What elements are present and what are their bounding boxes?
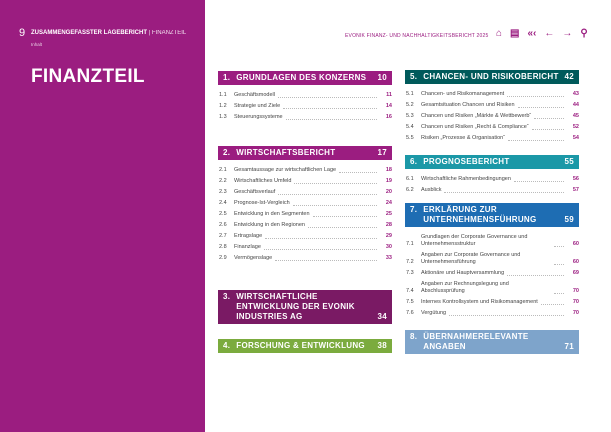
dot-leader	[339, 172, 377, 173]
item-page: 28	[385, 222, 392, 228]
item-number: 7.5	[406, 299, 414, 305]
toc-item[interactable]	[218, 233, 392, 240]
item-number: 2.9	[219, 255, 227, 261]
item-number: 2.3	[219, 189, 227, 195]
item-number: 6.1	[406, 176, 414, 182]
item-page: 70	[572, 310, 579, 316]
section-number: 7.	[410, 205, 418, 214]
section-page: 10	[377, 73, 387, 82]
dot-leader	[534, 118, 564, 119]
item-label: Geschäftsmodell	[234, 92, 275, 98]
dot-leader	[532, 129, 564, 130]
toc-section	[405, 70, 579, 142]
section-title: CHANCEN- UND RISIKOBERICHT	[423, 72, 559, 81]
item-label: Chancen und Risiken „Märkte & Wettbewerb“	[421, 113, 532, 119]
item-label: Gesamtaussage zur wirtschaftlichen Lage	[234, 167, 337, 173]
item-label: Angaben zur Corporate Governance und Unternehmensführung	[421, 252, 521, 265]
section-header[interactable]	[218, 339, 392, 353]
item-number: 6.2	[406, 187, 414, 193]
item-page: 70	[572, 288, 579, 294]
dot-leader	[508, 140, 564, 141]
item-page: 25	[385, 211, 392, 217]
section-header[interactable]	[405, 203, 579, 227]
toc-item[interactable]	[405, 113, 579, 120]
section-header[interactable]	[218, 290, 392, 324]
arrow-left-icon[interactable]: ←	[544, 28, 555, 39]
page-subtitle: Inhalt	[31, 42, 43, 47]
item-number: 2.4	[219, 200, 227, 206]
item-page: 29	[385, 233, 392, 239]
item-label: Vermögenslage	[234, 255, 273, 261]
dot-leader	[308, 227, 377, 228]
toc-item[interactable]	[405, 176, 579, 183]
item-label: Strategie und Ziele	[234, 103, 281, 109]
home-icon[interactable]: ⌂	[496, 28, 503, 39]
dot-leader	[518, 107, 564, 108]
dot-leader	[286, 119, 377, 120]
toc-section	[218, 146, 392, 262]
back-to-start-icon[interactable]: «‹	[527, 28, 537, 39]
item-label: Prognose-Ist-Vergleich	[234, 200, 290, 206]
item-page: 20	[385, 189, 392, 195]
item-page: 45	[572, 113, 579, 119]
item-number: 2.1	[219, 167, 227, 173]
item-label: Finanzlage	[234, 244, 261, 250]
item-label: Entwicklung in den Segmenten	[234, 211, 310, 217]
section-title: ÜBERNAHMERELEVANTE ANGABEN	[423, 332, 529, 351]
section-page: 71	[564, 342, 574, 351]
section-number: 8.	[410, 332, 418, 341]
item-number: 7.2	[406, 259, 414, 265]
section-header[interactable]	[405, 70, 579, 84]
item-number: 7.4	[406, 288, 414, 294]
toc-item[interactable]	[218, 211, 392, 218]
item-page: 19	[385, 178, 392, 184]
dot-leader	[275, 260, 377, 261]
toc-item[interactable]	[405, 281, 579, 295]
section-title: FORSCHUNG & ENTWICKLUNG	[236, 341, 365, 350]
section-number: 4.	[223, 341, 231, 350]
item-page: 54	[572, 135, 579, 141]
section-page: 38	[377, 341, 387, 350]
toc-item[interactable]	[218, 178, 392, 185]
item-number: 2.6	[219, 222, 227, 228]
section-title: WIRTSCHAFTSBERICHT	[236, 148, 336, 157]
toc-section	[405, 330, 579, 354]
dot-leader	[449, 315, 564, 316]
item-label: Angaben zur Rechnungslegung und Abschlussprüfung	[421, 281, 509, 294]
item-number: 1.3	[219, 114, 227, 120]
section-page: 34	[377, 312, 387, 321]
dot-leader	[444, 192, 564, 193]
section-number: 2.	[223, 148, 231, 157]
section-title: GRUNDLAGEN DES KONZERNS	[236, 73, 367, 82]
section-header[interactable]	[218, 146, 392, 160]
toc-item[interactable]	[405, 310, 579, 317]
item-number: 2.7	[219, 233, 227, 239]
item-page: 52	[572, 124, 579, 130]
item-page: 24	[385, 200, 392, 206]
section-number: 6.	[410, 157, 418, 166]
item-page: 14	[385, 103, 392, 109]
dot-leader	[265, 238, 377, 239]
dot-leader	[514, 181, 564, 182]
item-label: Risiken „Prozesse & Organisation“	[421, 135, 506, 141]
report-title: EVONIK FINANZ- UND NACHHALTIGKEITSBERICHT 2025	[345, 33, 489, 39]
item-label: Chancen- und Risikomanagement	[421, 91, 505, 97]
item-number: 5.2	[406, 102, 414, 108]
toc-section	[218, 339, 392, 353]
dot-leader	[507, 275, 564, 276]
section-page: 55	[564, 157, 574, 166]
toc-item[interactable]	[218, 92, 392, 99]
section-header[interactable]	[405, 155, 579, 169]
item-label: Ertragslage	[234, 233, 263, 239]
item-label: Wirtschaftliche Rahmenbedingungen	[421, 176, 511, 182]
page-title: FINANZTEIL	[31, 66, 145, 87]
toc-item[interactable]	[218, 103, 392, 110]
section-page: 17	[377, 148, 387, 157]
item-number: 1.1	[219, 92, 227, 98]
toc-item[interactable]	[405, 124, 579, 131]
item-number: 5.5	[406, 135, 414, 141]
breadcrumb-sub[interactable]: FINANZTEIL	[151, 30, 187, 36]
toc-item[interactable]	[405, 187, 579, 194]
item-page: 33	[385, 255, 392, 261]
item-label: Gesamtsituation Chancen und Risiken	[421, 102, 515, 108]
item-number: 7.3	[406, 270, 414, 276]
dot-leader	[507, 96, 564, 97]
item-number: 5.1	[406, 91, 414, 97]
item-number: 1.2	[219, 103, 227, 109]
item-label: Entwicklung in den Regionen	[234, 222, 305, 228]
item-page: 60	[572, 259, 579, 265]
section-title: ERKLÄRUNG ZUR UNTERNEHMENSFÜHRUNG	[423, 205, 537, 224]
page-number: 9	[19, 27, 26, 39]
section-header[interactable]	[218, 71, 392, 85]
section-title: PROGNOSEBERICHT	[423, 157, 510, 166]
toc-item[interactable]	[218, 114, 392, 121]
dot-leader	[294, 183, 377, 184]
section-header[interactable]	[405, 330, 579, 354]
toc-item[interactable]	[218, 244, 392, 251]
toc-item[interactable]	[218, 200, 392, 207]
item-page: 44	[572, 102, 579, 108]
item-label: Internes Kontrollsystem und Risikomanagement	[421, 299, 538, 305]
arrow-right-icon[interactable]: →	[562, 28, 573, 39]
item-label: Grundlagen der Corporate Governance und Unternehmensstruktur	[421, 234, 528, 247]
item-page: 16	[385, 114, 392, 120]
dot-leader	[264, 249, 377, 250]
item-page: 56	[572, 176, 579, 182]
toc-section	[218, 71, 392, 121]
toc-section	[405, 203, 579, 317]
item-number: 2.2	[219, 178, 227, 184]
section-title: WIRTSCHAFTLICHE ENTWICKLUNG DER EVONIK INDUSTRIES AG	[236, 292, 355, 321]
toc-item[interactable]	[218, 167, 392, 174]
breadcrumb-main[interactable]: ZUSAMMENGEFASSTER LAGEBERICHT	[31, 30, 148, 36]
toc-item[interactable]	[405, 234, 579, 248]
section-page: 59	[564, 215, 574, 224]
dot-leader	[541, 304, 564, 305]
toc-section	[405, 155, 579, 194]
item-page: 70	[572, 299, 579, 305]
dot-leader	[293, 205, 377, 206]
toc-item[interactable]	[218, 189, 392, 196]
item-label: Ausblick	[421, 187, 442, 193]
section-page: 42	[564, 72, 574, 81]
toc-item[interactable]	[405, 270, 579, 277]
item-label: Wirtschaftliches Umfeld	[234, 178, 292, 184]
item-number: 2.8	[219, 244, 227, 250]
item-page: 43	[572, 91, 579, 97]
toc-item[interactable]	[405, 102, 579, 109]
item-page: 30	[385, 244, 392, 250]
section-number: 1.	[223, 73, 231, 82]
item-page: 69	[572, 270, 579, 276]
search-icon[interactable]: ⚲	[580, 28, 588, 39]
toc-item[interactable]	[405, 252, 579, 266]
item-number: 7.1	[406, 241, 414, 247]
item-label: Vergütung	[421, 310, 447, 316]
dot-leader	[278, 194, 377, 195]
item-page: 18	[385, 167, 392, 173]
section-number: 3.	[223, 292, 231, 301]
dot-leader	[554, 264, 564, 265]
item-number: 2.5	[219, 211, 227, 217]
toc-section	[218, 290, 392, 324]
toc-item[interactable]	[218, 222, 392, 229]
breadcrumb	[31, 30, 186, 36]
toc-item[interactable]	[405, 135, 579, 142]
toc-item[interactable]	[405, 299, 579, 306]
nav-toolbar	[496, 28, 588, 39]
item-label: Aktionäre und Hauptversammlung	[421, 270, 505, 276]
item-number: 7.6	[406, 310, 414, 316]
section-number: 5.	[410, 72, 418, 81]
document-icon[interactable]: ▤	[510, 28, 520, 39]
dot-leader	[283, 108, 377, 109]
dot-leader	[554, 246, 564, 247]
item-label: Steuerungssysteme	[234, 114, 283, 120]
item-page: 11	[386, 92, 392, 98]
toc-item[interactable]	[405, 91, 579, 98]
item-number: 5.4	[406, 124, 414, 130]
item-label: Chancen und Risiken „Recht & Compliance“	[421, 124, 529, 130]
dot-leader	[278, 97, 377, 98]
item-label: Geschäftsverlauf	[234, 189, 276, 195]
toc-item[interactable]	[218, 255, 392, 262]
item-page: 57	[572, 187, 579, 193]
breadcrumb-separator: |	[148, 30, 151, 36]
dot-leader	[554, 293, 564, 294]
item-page: 60	[572, 241, 579, 247]
sidebar	[0, 0, 205, 432]
dot-leader	[313, 216, 377, 217]
item-number: 5.3	[406, 113, 414, 119]
